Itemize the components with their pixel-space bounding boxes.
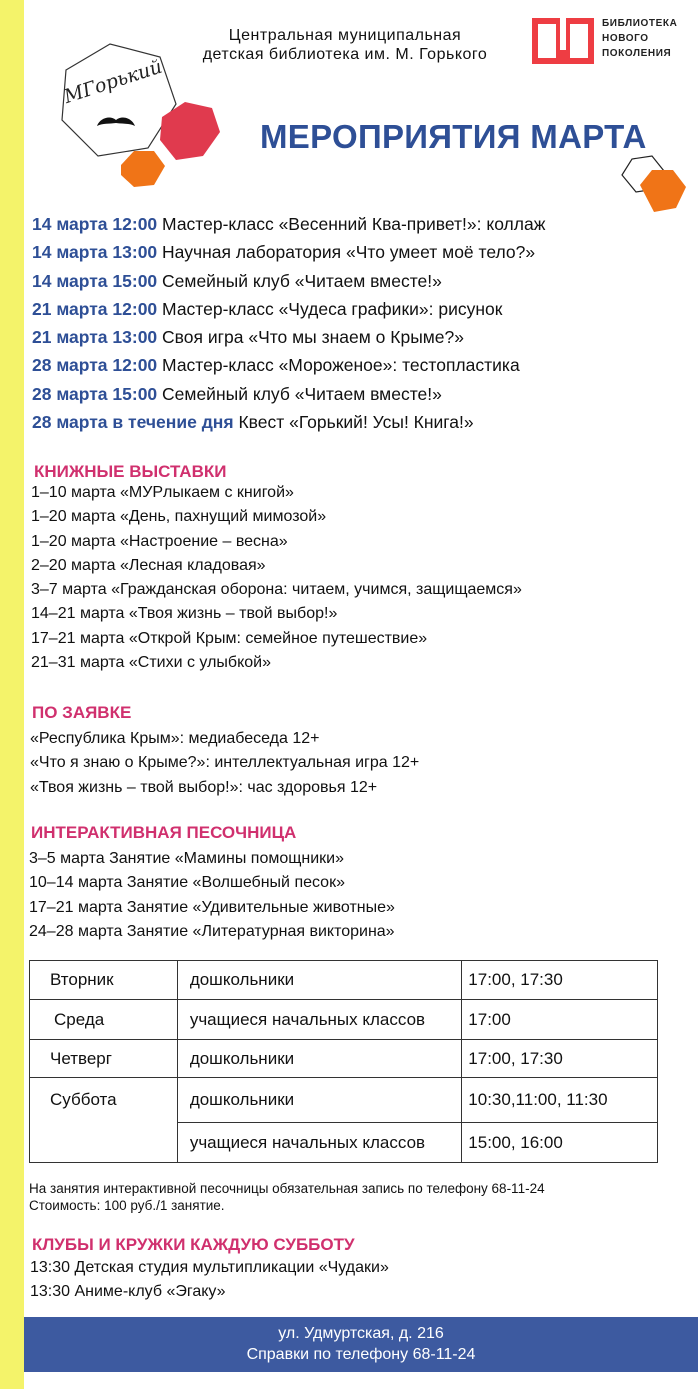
footer-contacts — [24, 1317, 698, 1372]
signup-note: На занятия интерактивной песочницы обязательная запись по телефону 68-11-24 — [29, 1181, 545, 1196]
gorky-logo — [61, 55, 180, 132]
event-date: 14 марта 15:00 — [32, 270, 158, 291]
list-item: 10–14 марта Занятие «Волшебный песок» — [29, 874, 345, 892]
sandbox-title: ИНТЕРАКТИВНАЯ ПЕСОЧНИЦА — [31, 823, 297, 842]
logo-line-2: НОВОГО — [602, 33, 649, 44]
event-date: 14 марта 12:00 — [32, 214, 158, 234]
list-item: 21–31 марта «Стихи с улыбкой» — [31, 654, 271, 672]
table-row — [30, 1000, 658, 1040]
events-list — [32, 210, 545, 436]
library-logo-text — [602, 16, 677, 61]
list-item: 1–20 марта «Настроение – весна» — [31, 532, 288, 550]
table-row — [30, 1040, 658, 1078]
mustache-icon — [96, 116, 136, 130]
event-title: Мастер-класс «Весенний Ква-привет!»: коллаж — [162, 214, 546, 234]
org-line-2: детская библиотека им. М. Горького — [202, 46, 488, 63]
list-item: «Республика Крым»: медиабеседа 12+ — [30, 730, 320, 747]
list-item: 13:30 Детская студия мультипликации «Чудаки» — [30, 1259, 389, 1276]
logo-line-3: ПОКОЛЕНИЯ — [602, 48, 672, 59]
time-cell: 10:30,11:00, 11:30 — [462, 1078, 658, 1123]
day-cell: Суббота — [30, 1078, 178, 1163]
event-title: Мастер-класс «Чудеса графики»: рисунок — [162, 298, 503, 319]
event-title: Семейный клуб «Читаем вместе!» — [162, 270, 442, 291]
logo-line-1: БИБЛИОТЕКА — [602, 18, 678, 29]
on-request-list — [30, 727, 419, 800]
group-cell: дошкольники — [177, 1040, 461, 1078]
clubs-title: КЛУБЫ И КРУЖКИ КАЖДУЮ СУББОТУ — [32, 1235, 355, 1254]
event-title: Научная лаборатория «Что умеет моё тело?» — [162, 242, 536, 263]
event-title: Квест «Горький! Усы! Книга!» — [238, 412, 474, 433]
list-item: 13:30 Аниме-клуб «Эгаку» — [30, 1283, 226, 1301]
list-item: 3–7 марта «Гражданская оборона: читаем, учимся, защищаемся» — [31, 581, 522, 599]
address: ул. Удмуртская, д. 216 — [278, 1325, 444, 1342]
time-cell: 17:00, 17:30 — [462, 1040, 658, 1078]
list-item: 24–28 марта Занятие «Литературная викторина» — [29, 922, 395, 940]
event-item — [32, 408, 545, 436]
event-date: 28 марта в течение дня — [32, 412, 234, 433]
event-item — [32, 210, 545, 238]
list-item: 17–21 марта «Открой Крым: семейное путешествие» — [31, 629, 428, 647]
price-note: Стоимость: 100 руб./1 занятие. — [29, 1198, 225, 1213]
list-item: 2–20 марта «Лесная кладовая» — [31, 556, 266, 574]
list-item: 17–21 марта Занятие «Удивительные животные» — [29, 898, 395, 916]
exhibitions-title: КНИЖНЫЕ ВЫСТАВКИ — [34, 462, 227, 481]
time-cell: 15:00, 16:00 — [462, 1123, 658, 1163]
book-logo-icon — [530, 14, 596, 70]
group-cell: дошкольники — [177, 961, 461, 1000]
event-title: Своя игра «Что мы знаем о Крыме?» — [162, 327, 464, 348]
list-item: 3–5 марта Занятие «Мамины помощники» — [29, 850, 345, 867]
table-row — [30, 1078, 658, 1123]
event-item — [32, 267, 545, 295]
page-title: МЕРОПРИЯТИЯ МАРТА — [260, 118, 647, 155]
event-item — [32, 238, 545, 266]
event-item — [32, 323, 545, 351]
event-item — [32, 295, 545, 323]
organization-name — [175, 26, 515, 64]
event-date: 14 марта 13:00 — [32, 242, 158, 263]
list-item: 1–10 марта «МУРлыкаем с книгой» — [31, 484, 294, 501]
day-cell: Среда — [30, 1000, 178, 1040]
clubs-list — [30, 1256, 389, 1305]
list-item: 1–20 марта «День, пахнущий мимозой» — [31, 508, 327, 526]
day-cell: Четверг — [30, 1040, 178, 1078]
sandbox-note — [29, 1180, 545, 1214]
list-item: 14–21 марта «Твоя жизнь – твой выбор!» — [31, 605, 338, 623]
table-row — [30, 961, 658, 1000]
day-cell: Вторник — [30, 961, 178, 1000]
event-date: 21 марта 12:00 — [32, 298, 158, 319]
gorky-logo-text: МГорький — [61, 55, 165, 108]
phone-info: Справки по телефону 68-11-24 — [246, 1346, 476, 1363]
group-cell: учащиеся начальных классов — [177, 1123, 461, 1163]
event-title: Мастер-класс «Мороженое»: тестопластика — [162, 355, 520, 376]
event-item — [32, 380, 545, 408]
sandbox-list — [29, 847, 395, 944]
sandbox-schedule-table — [29, 960, 658, 1163]
library-logo — [530, 14, 690, 74]
org-line-1: Центральная муниципальная — [228, 27, 462, 44]
on-request-title: ПО ЗАЯВКЕ — [32, 703, 132, 722]
exhibitions-list — [31, 481, 522, 675]
time-cell: 17:00, 17:30 — [462, 961, 658, 1000]
orange-hexagon-right — [640, 170, 686, 212]
event-date: 28 марта 15:00 — [32, 383, 158, 404]
orange-hexagon-left — [121, 151, 165, 187]
time-cell: 17:00 — [462, 1000, 658, 1040]
group-cell: дошкольники — [177, 1078, 461, 1123]
event-item — [32, 351, 545, 379]
event-date: 28 марта 12:00 — [32, 355, 158, 376]
list-item: «Что я знаю о Крыме?»: интеллектуальная игра 12+ — [30, 754, 420, 772]
event-date: 21 марта 13:00 — [32, 327, 158, 348]
event-title: Семейный клуб «Читаем вместе!» — [162, 383, 442, 404]
group-cell: учащиеся начальных классов — [177, 1000, 461, 1040]
list-item: «Твоя жизнь – твой выбор!»: час здоровья 12+ — [30, 778, 378, 796]
